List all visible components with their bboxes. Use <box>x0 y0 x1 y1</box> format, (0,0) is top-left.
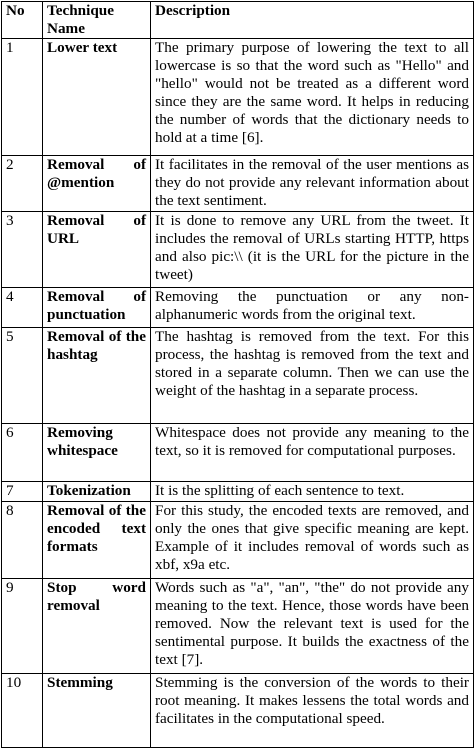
technique-description: The hashtag is removed from the text. For this process, the hashtag is removed from the text and stored in a separate column. Then we can use the weight of the hashtag in a separate process. <box>151 328 474 424</box>
table-row <box>2 39 474 156</box>
header-description: Description <box>151 2 474 39</box>
table-row <box>2 424 474 482</box>
row-number: 4 <box>2 288 43 328</box>
technique-description: It facilitates in the removal of the user mentions as they do not provide any relevant information about the text sentiment. <box>151 156 474 212</box>
row-number: 6 <box>2 424 43 482</box>
table-header-row <box>2 2 474 39</box>
technique-name: Stemming <box>43 674 151 748</box>
technique-name: Stop word removal <box>43 579 151 674</box>
technique-description: The primary purpose of lowering the text to all lowercase is so that the word such as "Hello" and "hello" would not be treated as a different word since they are the same word. It helps in reducing the number of words that the dictionary needs to hold at a time [6]. <box>151 39 474 156</box>
technique-name: Removing whitespace <box>43 424 151 482</box>
header-no: No <box>2 2 43 39</box>
technique-description: Removing the punctuation or any non-alphanumeric words from the original text. <box>151 288 474 328</box>
row-number: 10 <box>2 674 43 748</box>
technique-name: Removal of the hashtag <box>43 328 151 424</box>
table-row <box>2 579 474 674</box>
row-number: 8 <box>2 502 43 579</box>
technique-description: Words such as "a", "an", "the" do not provide any meaning to the text. Hence, those words have been removed. Now the relevant text is used for the sentimental purpose. It builds the exactness of the text [7]. <box>151 579 474 674</box>
technique-name: Lower text <box>43 39 151 156</box>
table-row <box>2 156 474 212</box>
table-row <box>2 212 474 288</box>
table-row <box>2 328 474 424</box>
technique-name: Removal of @mention <box>43 156 151 212</box>
technique-name: Removal of the encoded text formats <box>43 502 151 579</box>
table-row <box>2 482 474 502</box>
row-number: 1 <box>2 39 43 156</box>
technique-description: It is the splitting of each sentence to text. <box>151 482 474 502</box>
row-number: 9 <box>2 579 43 674</box>
row-number: 2 <box>2 156 43 212</box>
technique-name: Removal of punctuation <box>43 288 151 328</box>
technique-name: Tokenization <box>43 482 151 502</box>
table-row <box>2 288 474 328</box>
technique-description: Stemming is the conversion of the words to their root meaning. It makes lessens the total words and facilitates in the computational speed. <box>151 674 474 748</box>
row-number: 7 <box>2 482 43 502</box>
technique-description: For this study, the encoded texts are removed, and only the ones that give specific meaning are kept. Example of it includes removal of words such as xbf, x9a etc. <box>151 502 474 579</box>
preprocessing-techniques-table <box>1 1 474 748</box>
technique-description: Whitespace does not provide any meaning to the text, so it is removed for computational purposes. <box>151 424 474 482</box>
technique-name: Removal of URL <box>43 212 151 288</box>
table-row <box>2 502 474 579</box>
row-number: 5 <box>2 328 43 424</box>
header-technique-name: Technique Name <box>43 2 151 39</box>
technique-description: It is done to remove any URL from the tweet. It includes the removal of URLs starting HTTP, https and also pic:\\ (it is the URL for the picture in the tweet) <box>151 212 474 288</box>
table-row <box>2 674 474 748</box>
row-number: 3 <box>2 212 43 288</box>
